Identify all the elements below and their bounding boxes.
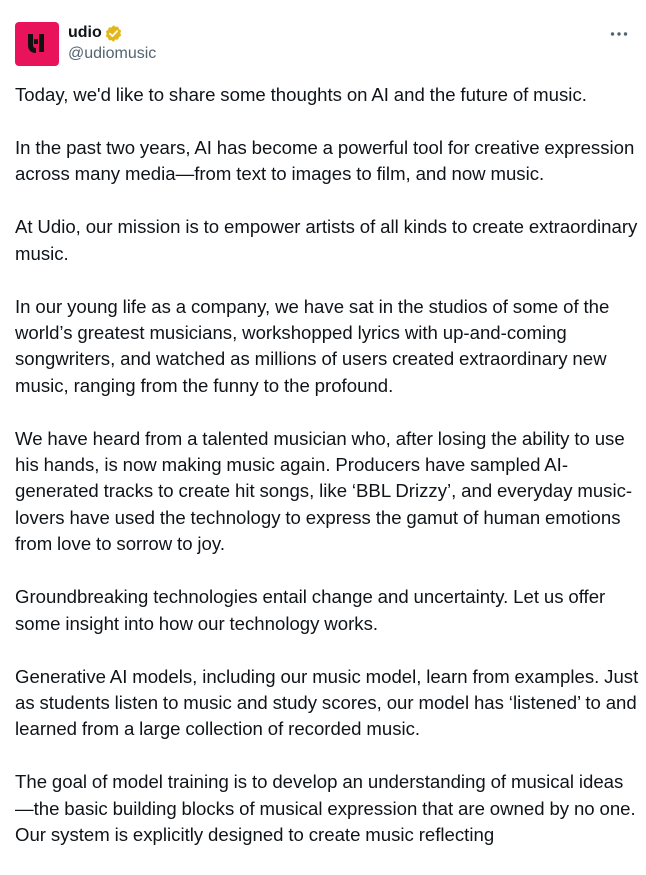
avatar[interactable]: [15, 22, 59, 66]
tweet-text: [15, 82, 640, 875]
paragraph: Groundbreaking technologies entail change and uncertainty. Let us offer some insight into how our technology works.: [15, 586, 606, 634]
more-options-icon: [610, 31, 628, 37]
display-name[interactable]: udio: [68, 24, 102, 41]
author-names: [68, 23, 156, 64]
udio-logo-icon: [24, 31, 50, 57]
paragraph: Today, we'd like to share some thoughts on AI and the future of music.: [15, 84, 587, 105]
paragraph: At Udio, our mission is to empower artists of all kinds to create extraordinary music.: [15, 216, 638, 264]
paragraph: The goal of model training is to develop an understanding of musical ideas—the basic building blocks of musical expression that are owned by no one. Our system is explicitly designed to create music reflecting: [15, 771, 636, 846]
paragraph: We have heard from a talented musician who, after losing the ability to use his hands, is now making music again. Producers have sampled AI-generated tracks to create hit songs, like ‘BBL Drizzy’, and everyday music-lovers have used the technology to express the gamut of human emotions from love to sorrow to joy.: [15, 427, 633, 555]
verified-badge-icon: [104, 24, 123, 43]
tweet-header: [15, 0, 630, 70]
handle[interactable]: @udiomusic: [68, 45, 157, 62]
more-options-button[interactable]: [608, 24, 630, 44]
display-name-row[interactable]: [68, 23, 156, 43]
paragraph: In the past two years, AI has become a powerful tool for creative expression across many media—from text to images to film, and now music.: [15, 136, 635, 185]
paragraph: Generative AI models, including our music model, learn from examples. Just as students listen to music and study scores, our model has ‘listened’ to and learned from a large collection of recorded music.: [15, 665, 639, 740]
paragraph: In our young life as a company, we have sat in the studios of some of the world’s greatest musicians, workshopped lyrics with up-and-coming songwriters, and watched as millions of users created extraordinary new music, ranging from the funny to the profound.: [15, 295, 610, 396]
